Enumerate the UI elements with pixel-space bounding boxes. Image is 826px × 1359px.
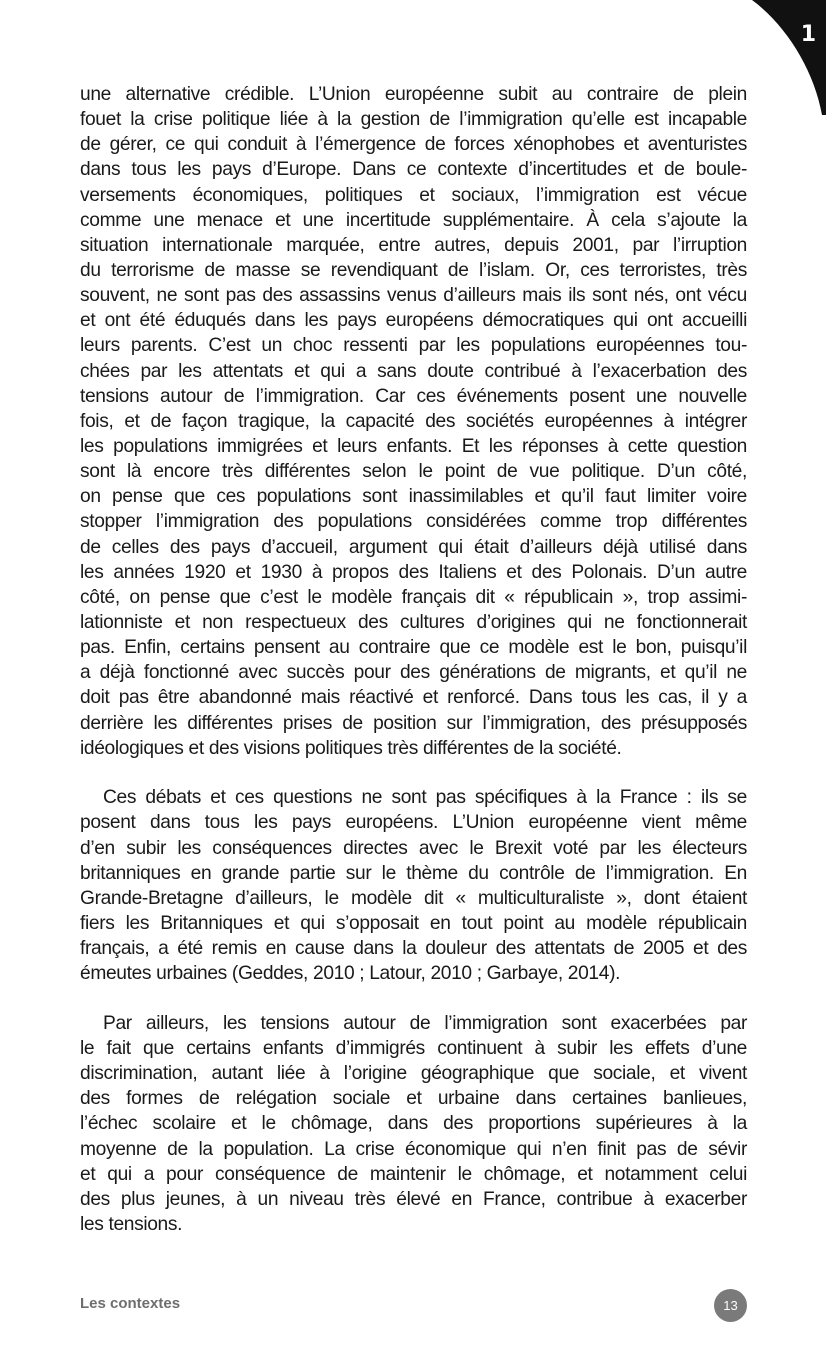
text-line: les populations immigrées et leurs enfants. Et les réponses à cette question	[80, 435, 747, 457]
text-line: versements économiques, politiques et sociaux, l’immigration est vécue	[80, 184, 747, 206]
page-number-badge	[714, 1289, 747, 1322]
body-text	[80, 82, 747, 1237]
text-line: et qui a pour conséquence de maintenir le chômage, et notamment celui	[80, 1163, 747, 1185]
text-line: doit pas être abandonné mais réactivé et renforcé. Dans tous les cas, il y a	[80, 687, 747, 709]
text-line: sont là encore très différentes selon le point de vue politique. D’un côté,	[80, 461, 747, 483]
text-line: les années 1920 et 1930 à propos des Italiens et des Polonais. D’un autre	[80, 561, 747, 583]
text-line: stopper l’immigration des populations considérées comme trop différentes	[80, 511, 747, 533]
text-line: des plus jeunes, à un niveau très élevé en France, contribue à exacerber	[80, 1188, 747, 1210]
chapter-tab-shape	[736, 0, 826, 130]
text-line: lationniste et non respectueux des cultures d’origines qui ne fonctionnerait	[80, 611, 747, 633]
text-line: de celles des pays d’accueil, argument qui était d’ailleurs déjà utilisé dans	[80, 536, 747, 558]
text-line: l’échec scolaire et le chômage, dans des proportions supérieures à la	[80, 1113, 747, 1135]
text-line: d’en subir les conséquences directes avec le Brexit voté par les électeurs	[80, 837, 747, 859]
text-line: on pense que ces populations sont inassimilables et qu’il faut limiter voire	[80, 486, 747, 508]
text-line: Grande-Bretagne d’ailleurs, le modèle dit « multiculturaliste », dont étaient	[80, 887, 747, 909]
text-line: côté, on pense que c’est le modèle français dit « républicain », trop assimi-	[80, 586, 747, 608]
text-line: et ont été éduqués dans les pays européens démocratiques qui ont accueilli	[80, 310, 747, 332]
text-line: de gérer, ce qui conduit à l’émergence de forces xénophobes et aventuristes	[80, 134, 747, 156]
text-line: des formes de relégation sociale et urbaine dans certaines banlieues,	[80, 1088, 747, 1110]
running-footer-section: Les contextes	[80, 1295, 181, 1312]
text-line: posent dans tous les pays européens. L’Union européenne vient même	[80, 812, 747, 834]
text-line: tensions autour de l’immigration. Car ces événements posent une nouvelle	[80, 385, 747, 407]
chapter-corner-tab	[736, 0, 826, 130]
text-line: fois, et de façon tragique, la capacité des sociétés européennes à intégrer	[80, 410, 747, 432]
chapter-number: 1	[800, 22, 816, 47]
text-line: chées par les attentats et qui a sans doute contribué à l’exacerbation des	[80, 360, 747, 382]
paragraph	[80, 82, 747, 761]
text-line: fouet la crise politique liée à la gestion de l’immigration qu’elle est incapable	[80, 109, 747, 131]
text-line: dans tous les pays d’Europe. Dans ce contexte d’incertitudes et de boule-	[80, 159, 747, 181]
paragraph	[80, 1011, 747, 1237]
text-line: britanniques en grande partie sur le thème du contrôle de l’immigration. En	[80, 862, 747, 884]
text-line: du terrorisme de masse se revendiquant de l’islam. Or, ces terroristes, très	[80, 259, 747, 281]
text-line: une alternative crédible. L’Union européenne subit au contraire de plein	[80, 84, 747, 105]
text-line: situation internationale marquée, entre autres, depuis 2001, par l’irruption	[80, 234, 747, 256]
text-line: derrière les différentes prises de position sur l’immigration, des présupposés	[80, 712, 747, 734]
page-number: 13	[723, 1298, 738, 1313]
text-line: souvent, ne sont pas des assassins venus d’ailleurs mais ils sont nés, ont vécu	[80, 285, 747, 307]
text-line: Ces débats et ces questions ne sont pas spécifiques à la France : ils se	[103, 787, 747, 809]
text-line: comme une menace et une incertitude supplémentaire. À cela s’ajoute la	[80, 209, 747, 231]
text-line: français, a été remis en cause dans la douleur des attentats de 2005 et des	[80, 938, 747, 960]
paragraph	[80, 785, 747, 986]
text-line: fiers les Britanniques et qui s’opposait en tout point au modèle républicain	[80, 913, 747, 934]
text-line: les tensions.	[80, 1214, 183, 1236]
text-line: moyenne de la population. La crise économique qui n’en finit pas de sévir	[80, 1138, 747, 1160]
text-line: discrimination, autant liée à l’origine géographique que sociale, et vivent	[80, 1063, 747, 1085]
text-line: a déjà fonctionné avec succès pour des générations de migrants, et qu’il ne	[80, 662, 747, 684]
text-line: émeutes urbaines (Geddes, 2010 ; Latour, 2010 ; Garbaye, 2014).	[80, 963, 621, 985]
text-line: le fait que certains enfants d’immigrés continuent à subir les effets d’une	[80, 1038, 747, 1060]
text-line: pas. Enfin, certains pensent au contraire que ce modèle est le bon, puisqu’il	[80, 637, 747, 659]
text-line: Par ailleurs, les tensions autour de l’immigration sont exacerbées par	[103, 1012, 747, 1034]
text-line: leurs parents. C’est un choc ressenti par les populations européennes tou-	[80, 335, 747, 357]
text-line: idéologiques et des visions politiques très différentes de la société.	[80, 737, 622, 759]
